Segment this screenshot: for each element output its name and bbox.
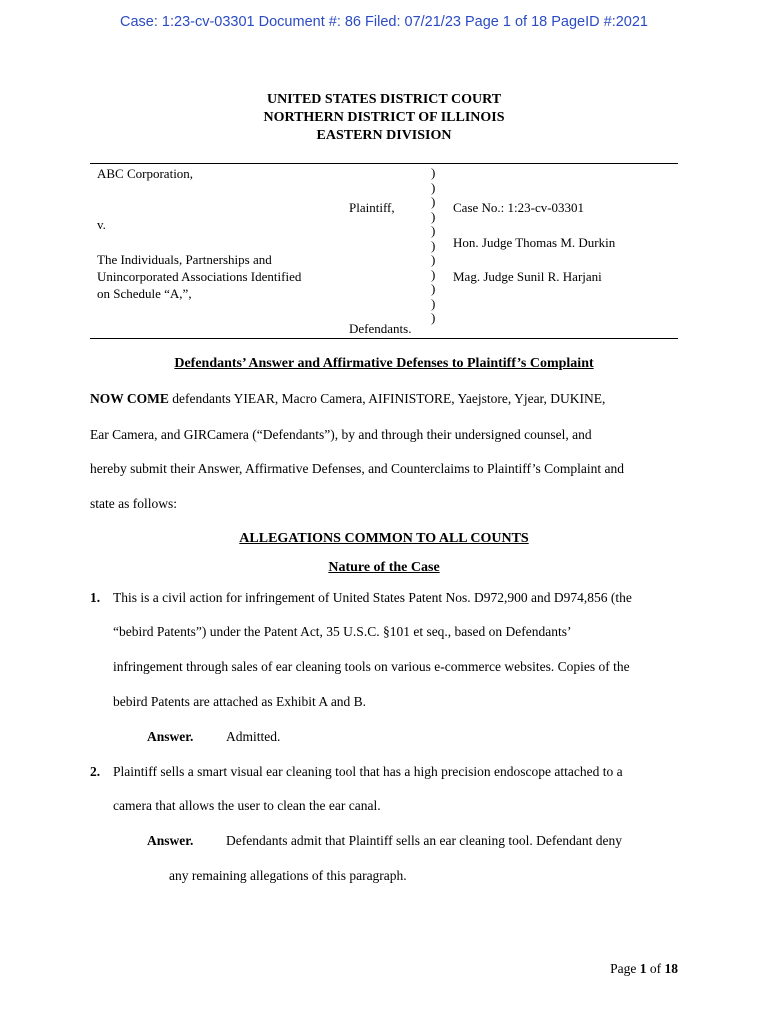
paragraph-1-line-2: “bebird Patents”) under the Patent Act, 35 U.S.C. §101 et seq., based on Defendants’ bbox=[113, 624, 572, 639]
paragraph-1-number: 1. bbox=[90, 590, 101, 605]
defendant-name-line-3: on Schedule “A,”, bbox=[97, 286, 192, 301]
section-heading: ALLEGATIONS COMMON TO ALL COUNTS bbox=[239, 531, 529, 546]
paragraph-1-line-1: This is a civil action for infringement of United States Patent Nos. D972,900 and D974,856 (the bbox=[113, 590, 632, 605]
paragraph-2-line-1: Plaintiff sells a smart visual ear cleaning tool that has a high precision endoscope attached to a bbox=[113, 764, 623, 779]
versus: v. bbox=[97, 217, 106, 232]
paragraph-2-line-2: camera that allows the user to clean the ear canal. bbox=[113, 798, 381, 813]
paragraph-1-answer-label: Answer. bbox=[147, 729, 194, 744]
case-header-stamp: Case: 1:23-cv-03301 Document #: 86 Filed: 07/21/23 Page 1 of 18 PageID #:2021 bbox=[120, 14, 648, 30]
paragraph-2-answer-line-1: Defendants admit that Plaintiff sells an ear cleaning tool. Defendant deny bbox=[226, 833, 623, 848]
paragraph-2-answer-label: Answer. bbox=[147, 833, 194, 848]
intro-line-2: Ear Camera, and GIRCamera (“Defendants”), by and through their undersigned counsel, and bbox=[90, 427, 592, 442]
caption-bottom-rule bbox=[90, 338, 678, 339]
magistrate-judge-name: Mag. Judge Sunil R. Harjani bbox=[453, 269, 602, 284]
judge-name: Hon. Judge Thomas M. Durkin bbox=[453, 235, 616, 250]
page-footer: Page 1 of 18 bbox=[610, 961, 678, 976]
intro-line-3: hereby submit their Answer, Affirmative Defenses, and Counterclaims to Plaintiff’s Complaint and bbox=[90, 461, 624, 476]
paragraph-1-answer: Admitted. bbox=[226, 729, 281, 744]
document-title: Defendants’ Answer and Affirmative Defenses to Plaintiff’s Complaint bbox=[174, 356, 594, 371]
caption-top-rule bbox=[90, 163, 678, 164]
paragraph-1-line-4: bebird Patents are attached as Exhibit A and B. bbox=[113, 694, 367, 709]
court-name-line-2: NORTHERN DISTRICT OF ILLINOIS bbox=[263, 110, 505, 125]
paragraph-1-line-3: infringement through sales of ear cleaning tools on various e-commerce websites. Copies of the bbox=[113, 659, 630, 674]
subheading: Nature of the Case bbox=[328, 560, 440, 575]
case-number: Case No.: 1:23-cv-03301 bbox=[453, 200, 585, 215]
court-name-line-3: EASTERN DIVISION bbox=[316, 128, 452, 143]
defendant-label: Defendants. bbox=[349, 321, 412, 336]
intro-line-4: state as follows: bbox=[90, 496, 177, 511]
court-name-line-1: UNITED STATES DISTRICT COURT bbox=[266, 92, 502, 107]
paragraph-2-answer-line-2: any remaining allegations of this paragraph. bbox=[169, 868, 407, 883]
intro-line-1: NOW COME defendants YIEAR, Macro Camera, AIFINISTORE, Yaejstore, Yjear, DUKINE, bbox=[90, 391, 606, 406]
plaintiff-name: ABC Corporation, bbox=[97, 166, 194, 181]
intro-lead: NOW COME bbox=[90, 391, 169, 406]
caption-paren-column: ) ) ) ) ) ) ) ) ) ) ) bbox=[431, 165, 436, 325]
paragraph-2-number: 2. bbox=[90, 764, 101, 779]
defendant-name-line-2: Unincorporated Associations Identified bbox=[97, 269, 302, 284]
plaintiff-label: Plaintiff, bbox=[349, 200, 395, 215]
defendant-name-line-1: The Individuals, Partnerships and bbox=[97, 252, 272, 267]
